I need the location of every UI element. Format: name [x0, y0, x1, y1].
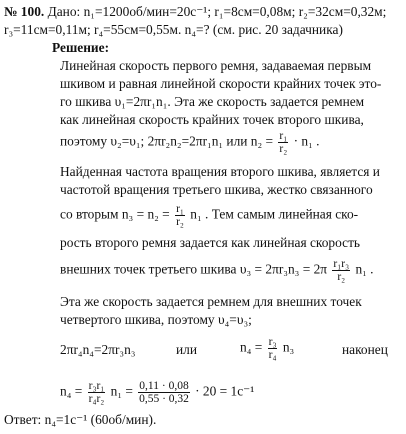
- fraction-denominator: r₂: [337, 271, 346, 283]
- word-finally: наконец: [342, 342, 388, 357]
- formula-text: · 20 = 1с⁻¹: [195, 383, 255, 399]
- fraction-numerator: r₁r₃: [333, 258, 350, 270]
- fraction-denominator: r₄: [268, 349, 277, 361]
- formula-text: внешних точек третьего шкива υ₃ = 2πr₃n₃ = 2π: [60, 261, 328, 277]
- paragraph-line-12: четвертого шкива, поэтому υ₄=υ₃;: [60, 312, 252, 327]
- fraction-r3-r4: [268, 336, 278, 361]
- formula-text: поэтому υ₂=υ₁; 2πr₂n₂=2πr₁n₁ или n₂ =: [60, 133, 274, 149]
- given-text-1: Дано: n₁=1200об/мин=20с⁻¹; r₁=8см=0,08м; r₂=32см=0,32м;: [47, 4, 387, 19]
- fraction-numerator: r₃: [268, 336, 277, 348]
- paragraph-line-11: Эта же скорость задается ремнем для внешних точек: [60, 294, 362, 309]
- formula-text: со вторым n₃ = n₂ =: [60, 206, 170, 222]
- fraction-numerator: r₁: [176, 203, 184, 215]
- paragraph-line-6: Найденная частота вращения второго шкива, является и: [60, 164, 380, 179]
- problem-number: № 100.: [4, 4, 45, 19]
- formula-final: [60, 380, 254, 405]
- word-or: или: [176, 342, 198, 357]
- paragraph-line-1: Линейная скорость первого ремня, задаваемая первым: [60, 58, 372, 73]
- paragraph-line-4: как линейная скорость крайних точек второго шкива,: [60, 112, 364, 127]
- formula-text: n₄ =: [240, 339, 263, 355]
- fraction-numerator: r₁: [279, 130, 288, 142]
- fraction-r1-r2: [278, 130, 288, 155]
- formula-line-n3: [60, 203, 358, 228]
- fraction-denominator: r₂: [176, 216, 184, 228]
- solution-heading: Решение:: [52, 40, 110, 55]
- problem-given-line-1: [4, 4, 402, 20]
- given-text-2: r₃=11см=0,11м; r₄=55см=0,55м. n₄=? (см. рис. 20 задачника): [4, 22, 343, 37]
- fraction-numeric: [138, 380, 189, 405]
- fraction-r1-r2: [175, 203, 185, 228]
- fraction-denominator: 0,55 · 0,32: [139, 393, 189, 405]
- fraction-r3r1-r4r2: [88, 380, 106, 405]
- paragraph-line-2: шкивом и равная линейной скорости крайних точек это-: [60, 76, 382, 91]
- answer-line: Ответ: n₄=1с⁻¹ (60об/мин).: [4, 412, 157, 427]
- fraction-numerator: r₃r₁: [88, 380, 105, 392]
- formula-text: n₁ =: [110, 383, 133, 399]
- formula-equation: 2πr₄n₄=2πr₃n₃: [60, 342, 136, 357]
- fraction-r1r3-r2: [332, 258, 350, 283]
- formula-text: n₄ =: [60, 383, 83, 399]
- formula-text: n₁ .: [355, 261, 374, 277]
- formula-text: n₃: [282, 339, 295, 355]
- formula-line-n2: [60, 130, 319, 155]
- paragraph-line-9: рость второго ремня задается как линейная скорость: [60, 235, 361, 250]
- fraction-numerator: 0,11 · 0,08: [139, 380, 189, 392]
- fraction-denominator: r₄r₂: [88, 393, 105, 405]
- formula-text: n₁ . Тем самым линейная ско-: [190, 206, 359, 222]
- paragraph-line-7: частотой вращения третьего шкива, жестко связанного: [60, 182, 373, 197]
- formula-line-v3: [60, 258, 374, 283]
- formula-text: · n₁ .: [293, 133, 320, 149]
- paragraph-line-3: го шкива υ₁=2πr₁n₁. Эта же скорость задается ремнем: [60, 94, 365, 109]
- formula-line-n4: [240, 336, 294, 361]
- fraction-denominator: r₂: [279, 143, 288, 155]
